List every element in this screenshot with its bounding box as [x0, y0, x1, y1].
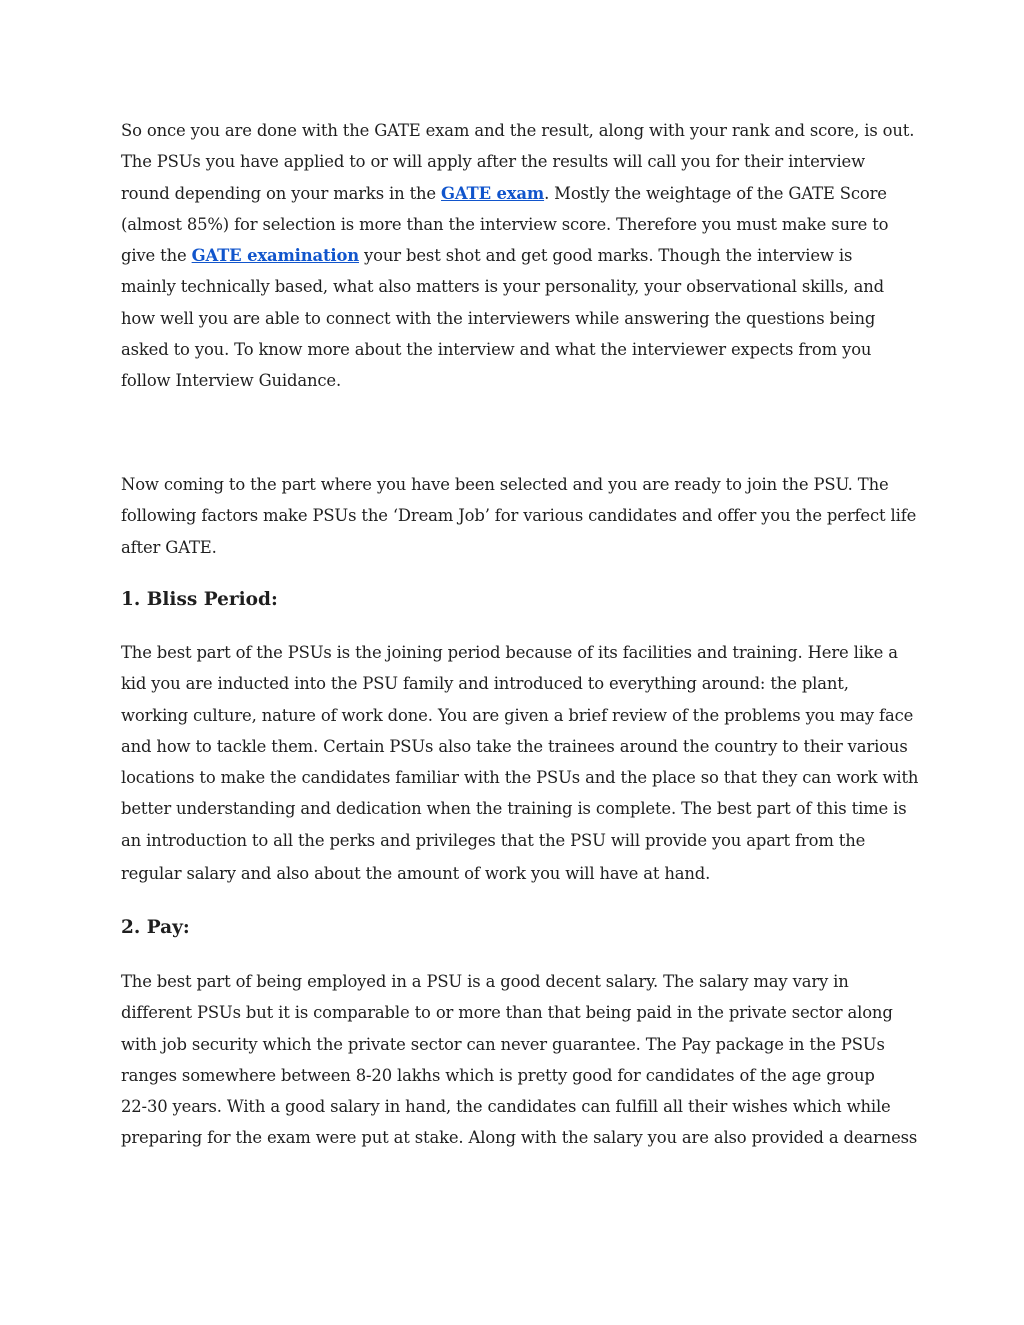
- text-line: The best part of being employed in a PSU is a good decent salary. The salary may vary in: [121, 972, 849, 991]
- text-line: better understanding and dedication when the training is complete. The best part of this time is: [121, 799, 907, 819]
- text-line: asked to you. To know more about the interview and what the interviewer expects from you: [121, 340, 872, 360]
- text-line: mainly technically based, what also matters is your personality, your observational skills, and: [121, 277, 884, 297]
- text-line: So once you are done with the GATE exam and the result, along with your rank and score, is out.: [121, 121, 915, 140]
- text-line: and how to tackle them. Certain PSUs also take the trainees around the country to their various: [121, 736, 908, 756]
- gate-exam-link[interactable]: GATE exam: [441, 183, 545, 203]
- bliss-period-paragraph: [121, 637, 921, 889]
- text-span: . Mostly the weightage of the GATE Score: [544, 183, 887, 203]
- text-line: after GATE.: [121, 537, 217, 557]
- text-line: locations to make the candidates familiar with the PSUs and the place so that they can work with: [121, 768, 919, 788]
- text-line: an introduction to all the perks and privileges that the PSU will provide you apart from the: [121, 830, 866, 850]
- selection-paragraph: [121, 469, 921, 563]
- text-span: your best shot and get good marks. Though the interview is: [359, 246, 853, 266]
- text-line: [121, 240, 921, 271]
- text-line: different PSUs but it is comparable to or more than that being paid in the private sector along: [121, 1003, 893, 1023]
- text-line: following factors make PSUs the ‘Dream Job’ for various candidates and offer you the perfect life: [121, 506, 917, 526]
- bliss-period-heading: 1. Bliss Period:: [121, 589, 278, 610]
- text-line: regular salary and also about the amount of work you will have at hand.: [121, 864, 711, 884]
- text-line: follow Interview Guidance.: [121, 371, 342, 391]
- text-line: with job security which the private sector can never guarantee. The Pay package in the PSUs: [121, 1034, 885, 1054]
- text-line: preparing for the exam were put at stake. Along with the salary you are also provided a dearness: [121, 1128, 918, 1148]
- text-line: The best part of the PSUs is the joining period because of its facilities and training. Here like a: [121, 643, 898, 662]
- text-line: kid you are inducted into the PSU family and introduced to everything around: the plant,: [121, 674, 849, 694]
- text-line: The PSUs you have applied to or will apply after the results will call you for their interview: [121, 152, 865, 172]
- intro-paragraph: [121, 115, 921, 397]
- gate-examination-link[interactable]: GATE examination: [191, 246, 359, 266]
- text-line: how well you are able to connect with the interviewers while answering the questions being: [121, 308, 876, 328]
- text-line: Now coming to the part where you have been selected and you are ready to join the PSU. The: [121, 475, 889, 494]
- text-line: (almost 85%) for selection is more than the interview score. Therefore you must make sure to: [121, 214, 889, 234]
- text-line: ranges somewhere between 8-20 lakhs which is pretty good for candidates of the age group: [121, 1065, 875, 1085]
- pay-paragraph: [121, 966, 921, 1154]
- text-line: [121, 178, 921, 209]
- text-line: 22-30 years. With a good salary in hand, the candidates can fulfill all their wishes which while: [121, 1097, 891, 1117]
- text-line: working culture, nature of work done. You are given a brief review of the problems you may face: [121, 705, 914, 725]
- text-span: round depending on your marks in the: [121, 183, 442, 203]
- text-span: give the: [121, 246, 192, 266]
- pay-heading: 2. Pay:: [121, 917, 190, 938]
